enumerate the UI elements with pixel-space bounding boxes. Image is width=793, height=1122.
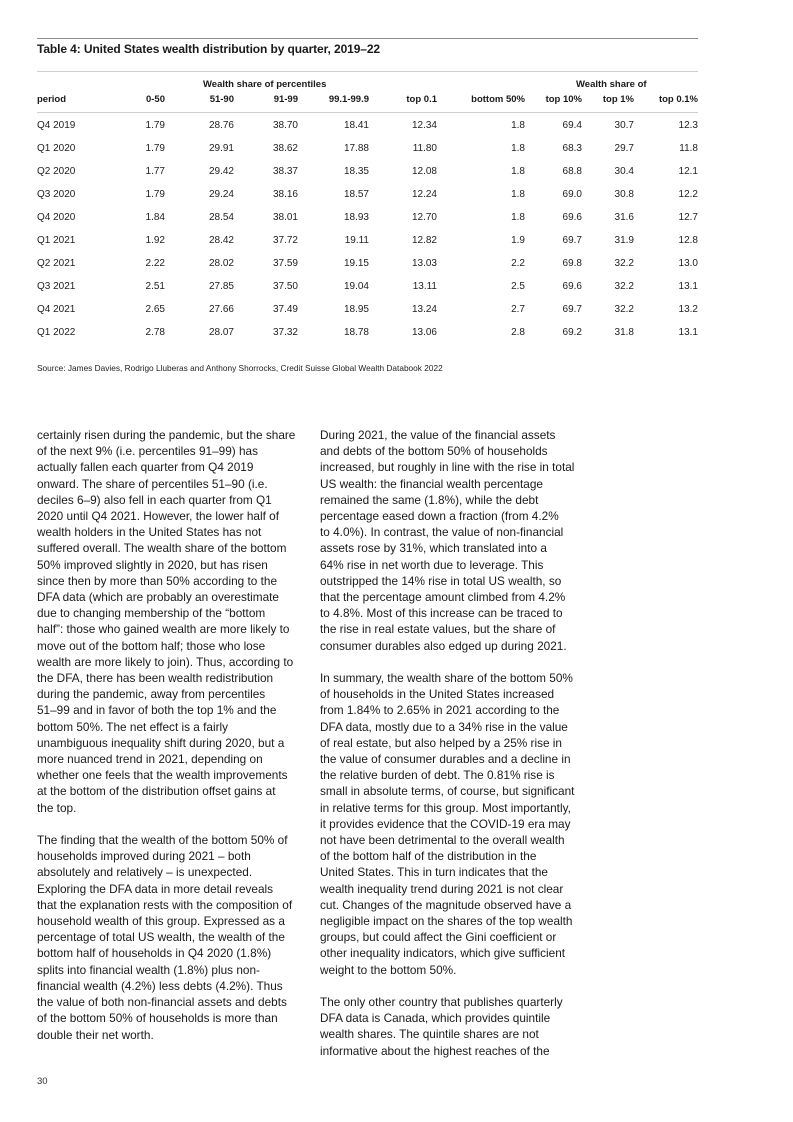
table-cell: 37.72 [272, 235, 298, 246]
text-line: percentage eased down a fraction (from 4.2% [320, 509, 559, 524]
paragraph [320, 427, 590, 654]
table-cell: 12.34 [411, 120, 437, 131]
table-cell: 69.6 [562, 281, 582, 292]
table-cell: 13.1 [678, 281, 698, 292]
table-title: Table 4: United States wealth distribution by quarter, 2019–22 [37, 42, 381, 56]
table-cell: 28.02 [208, 258, 234, 269]
group-header-percentiles: Wealth share of percentiles [203, 79, 327, 90]
table-cell: 28.42 [208, 235, 234, 246]
table-cell: 68.3 [562, 143, 582, 154]
column-header: 51-90 [209, 94, 234, 105]
table-cell: 18.41 [343, 120, 369, 131]
text-line: of the bottom 50% of households is more than [37, 1011, 278, 1026]
table-cell: 12.8 [678, 235, 698, 246]
table-cell: 13.0 [678, 258, 698, 269]
table-cell: 13.06 [411, 327, 437, 338]
text-line: DFA data, mostly due to a 34% rise in the value [320, 719, 568, 734]
text-line: due to changing membership of the “bottom [37, 606, 266, 621]
text-line: unambiguous inequality shift during 2020, but a [37, 735, 285, 750]
table-cell: 19.04 [343, 281, 369, 292]
text-line: during the pandemic, away from percentiles [37, 687, 266, 702]
text-line: 50% improved slightly in 2020, but has risen [37, 557, 268, 572]
table-cell: 2.51 [145, 281, 165, 292]
table-cell: 31.9 [614, 235, 634, 246]
text-line: splits into financial wealth (1.8%) plus non- [37, 962, 260, 977]
table-cell: 1.8 [511, 143, 525, 154]
column-header: top 0.1% [658, 94, 698, 105]
table-cell: 11.8 [679, 143, 698, 154]
table-cell: 18.78 [343, 327, 369, 338]
table-cell: 30.7 [614, 120, 634, 131]
table-cell: 13.24 [411, 304, 437, 315]
text-line: in relative terms for this group. Most importantly, [320, 800, 571, 815]
table-cell: 38.01 [272, 212, 298, 223]
row-period: Q4 2020 [37, 212, 76, 223]
text-line: wealth holders in the United States has not [37, 525, 262, 540]
table-cell: 69.2 [562, 327, 582, 338]
text-line: 51–99 and in favor of both the top 1% and the [37, 703, 277, 718]
table-cell: 1.79 [145, 120, 165, 131]
text-line: household wealth of this group. Expressed as a [37, 914, 285, 929]
row-period: Q2 2021 [37, 258, 76, 269]
table-source: Source: James Davies, Rodrigo Lluberas and Anthony Shorrocks, Credit Suisse Global Wealth Databook 2022 [37, 363, 443, 373]
text-line: During 2021, the value of the financial assets [320, 428, 556, 442]
table-cell: 1.92 [145, 235, 165, 246]
text-line: of real estate, but also helped by a 25% rise in [320, 735, 562, 750]
text-line: Exploring the DFA data in more detail reveals [37, 881, 274, 896]
paragraph [320, 994, 590, 1059]
table-cell: 13.03 [411, 258, 437, 269]
table-cell: 69.4 [562, 120, 582, 131]
column-header: top 10% [545, 94, 582, 105]
column-header: top 0.1 [406, 94, 437, 105]
text-line: The finding that the wealth of the bottom 50% of [37, 833, 288, 848]
table-cell: 37.59 [272, 258, 298, 269]
table-cell: 27.66 [208, 304, 234, 315]
text-line: informative about the highest reaches of the [320, 1043, 550, 1058]
text-line: move out of the bottom half; those who lose [37, 638, 266, 653]
table-cell: 18.93 [343, 212, 369, 223]
table-cell: 29.42 [208, 166, 234, 177]
table-cell: 12.24 [411, 189, 437, 200]
table-cell: 1.77 [145, 166, 165, 177]
table-cell: 38.16 [272, 189, 298, 200]
text-line: at the bottom of the distribution offset gains at [37, 784, 276, 799]
table-cell: 13.1 [678, 327, 698, 338]
paragraph [320, 670, 590, 978]
table-cell: 2.8 [511, 327, 525, 338]
text-line: bottom 50%. The net effect is a fairly [37, 719, 229, 734]
table-cell: 27.85 [208, 281, 234, 292]
text-line: bottom half of households in Q4 2020 (1.8%) [37, 946, 272, 961]
table-cell: 12.82 [411, 235, 437, 246]
column-header: 99.1-99.9 [328, 94, 369, 105]
text-line: onward. The share of percentiles 51–90 (i.e. [37, 476, 268, 491]
text-line: of the next 9% (i.e. percentiles 91–99) has [37, 444, 258, 459]
text-line: to 4.0%). In contrast, the value of non-financial [320, 525, 564, 540]
table-cell: 2.22 [145, 258, 165, 269]
table-cell: 38.70 [272, 120, 298, 131]
table-cell: 31.8 [614, 327, 634, 338]
table-cell: 32.2 [614, 304, 634, 315]
text-line: small in absolute terms, of course, but significant [320, 784, 575, 799]
row-period: Q1 2020 [37, 143, 76, 154]
table-cell: 13.2 [678, 304, 698, 315]
row-period: Q2 2020 [37, 166, 76, 177]
text-line: In summary, the wealth share of the bottom 50% [320, 671, 573, 686]
table-cell: 19.15 [343, 258, 369, 269]
page-number: 30 [37, 1076, 48, 1087]
text-line: US wealth: the financial wealth percentage [320, 476, 543, 491]
table-cell: 12.08 [411, 166, 437, 177]
text-line: weight to the bottom 50%. [320, 962, 457, 977]
table-cell: 29.91 [208, 143, 234, 154]
right-text-column [320, 427, 590, 1075]
text-line: actually fallen each quarter from Q4 2019 [37, 460, 254, 475]
text-line: remained the same (1.8%), while the debt [320, 492, 539, 507]
text-line: absolutely and relatively – is unexpected. [37, 865, 253, 880]
table-cell: 1.84 [145, 212, 165, 223]
table-cell: 69.7 [562, 235, 582, 246]
table-cell: 13.11 [412, 281, 437, 292]
table-cell: 38.37 [272, 166, 298, 177]
column-header: period [37, 94, 67, 105]
column-header: top 1% [602, 94, 634, 105]
text-line: from 1.84% to 2.65% in 2021 according to the [320, 703, 560, 718]
table-cell: 69.6 [562, 212, 582, 223]
table-cell: 1.8 [511, 189, 525, 200]
table-cell: 1.9 [511, 235, 525, 246]
text-line: that the explanation rests with the composition of [37, 897, 293, 912]
text-line: the top. [37, 800, 77, 815]
row-period: Q4 2019 [37, 120, 76, 131]
text-line: the value of both non-financial assets and debts [37, 995, 287, 1010]
table-cell: 1.8 [511, 166, 525, 177]
paragraph [37, 832, 309, 1043]
text-line: to 4.8%. Most of this increase can be traced to [320, 606, 563, 621]
text-line: it provides evidence that the COVID-19 era may [320, 816, 571, 831]
text-line: United States. This in turn indicates that the [320, 865, 548, 880]
table-cell: 12.7 [678, 212, 698, 223]
table-cell: 30.4 [614, 166, 634, 177]
text-line: negligible impact on the shares of the top wealth [320, 914, 573, 929]
table-cell: 12.3 [678, 120, 698, 131]
text-line: deciles 6–9) also fell in each quarter from Q1 [37, 492, 272, 507]
table-cell: 2.5 [511, 281, 525, 292]
text-line: 64% rise in net worth due to leverage. This [320, 557, 544, 572]
table-cell: 37.50 [272, 281, 298, 292]
table-cell: 12.70 [411, 212, 437, 223]
table-cell: 29.7 [614, 143, 634, 154]
text-line: percentage of total US wealth, the wealth of the [37, 930, 285, 945]
row-period: Q1 2022 [37, 327, 76, 338]
table-cell: 11.80 [412, 143, 437, 154]
row-period: Q3 2021 [37, 281, 76, 292]
text-line: wealth inequality trend during 2021 is not clear [320, 881, 564, 896]
table-cell: 2.78 [145, 327, 165, 338]
table-cell: 69.8 [562, 258, 582, 269]
table-cell: 37.32 [272, 327, 298, 338]
text-line: and debts of the bottom 50% of households [320, 444, 548, 459]
text-line: cut. Changes of the magnitude observed have a [320, 897, 572, 912]
table-cell: 17.88 [343, 143, 369, 154]
table-cell: 28.76 [208, 120, 234, 131]
text-line: more nuanced trend in 2021, depending on [37, 752, 263, 767]
table-cell: 1.8 [511, 212, 525, 223]
table-cell: 18.95 [343, 304, 369, 315]
text-line: the relative burden of debt. The 0.81% rise is [320, 768, 555, 783]
text-line: the rise in real estate values, but the share of [320, 622, 556, 637]
table-cell: 69.0 [562, 189, 582, 200]
paragraph [37, 427, 309, 816]
text-line: 2020 until Q4 2021. However, the lower half of [37, 509, 279, 524]
text-line: DFA data (which are probably an overestimate [37, 590, 279, 605]
text-line: wealth are more likely to join). Thus, according to [37, 654, 294, 669]
column-header: bottom 50% [471, 94, 525, 105]
table-cell: 28.07 [208, 327, 234, 338]
table-cell: 69.7 [562, 304, 582, 315]
text-line: assets rose by 31%, which translated into a [320, 541, 547, 556]
table-cell: 30.8 [614, 189, 634, 200]
text-line: that the percentage amount climbed from 4.2% [320, 590, 566, 605]
text-line: increased, but roughly in line with the rise in total [320, 460, 575, 475]
row-period: Q1 2021 [37, 235, 76, 246]
row-period: Q4 2021 [37, 304, 76, 315]
column-header: 91-99 [273, 94, 298, 105]
column-header: 0-50 [145, 94, 165, 105]
table-cell: 2.7 [511, 304, 525, 315]
text-line: The only other country that publishes quarterly [320, 995, 563, 1010]
header-rule [37, 71, 698, 72]
text-line: financial wealth (4.2%) less debts (4.2%). Thus [37, 978, 283, 993]
table-cell: 18.57 [343, 189, 369, 200]
table-cell: 28.54 [208, 212, 234, 223]
table-cell: 12.2 [678, 189, 698, 200]
text-line: double their net worth. [37, 1027, 154, 1042]
text-line: other inequality indicators, which give sufficient [320, 946, 566, 961]
table-cell: 29.24 [208, 189, 234, 200]
table-cell: 12.1 [678, 166, 698, 177]
table-cell: 18.35 [343, 166, 369, 177]
text-line: the value of consumer durables and a decline in [320, 752, 571, 767]
text-line: the DFA, there has been wealth redistribution [37, 671, 274, 686]
text-line: households improved during 2021 – both [37, 849, 251, 864]
table-cell: 2.65 [145, 304, 165, 315]
text-line: not have been detrimental to the overall wealth [320, 833, 565, 848]
table-cell: 1.79 [145, 143, 165, 154]
text-line: of households in the United States increased [320, 687, 555, 702]
group-header-wealth-share: Wealth share of [576, 79, 647, 90]
text-line: since then by more than 50% according to the [37, 573, 278, 588]
table-cell: 68.8 [562, 166, 582, 177]
top-rule [37, 38, 698, 39]
table-cell: 19.11 [344, 235, 369, 246]
table-cell: 31.6 [614, 212, 634, 223]
text-line: wealth shares. The quintile shares are not [320, 1027, 539, 1042]
table-cell: 32.2 [614, 258, 634, 269]
table-cell: 2.2 [511, 258, 525, 269]
text-line: consumer durables also edged up during 2021. [320, 638, 567, 653]
text-line: groups, but could affect the Gini coefficient or [320, 930, 557, 945]
text-line: half”: those who gained wealth are more likely to [37, 622, 290, 637]
text-line: suffered overall. The wealth share of the bottom [37, 541, 287, 556]
text-line: of the bottom half of the distribution in the [320, 849, 537, 864]
text-line: outstripped the 14% rise in total US wealth, so [320, 573, 562, 588]
text-line: DFA data is Canada, which provides quintile [320, 1011, 551, 1026]
subheader-rule [37, 112, 698, 113]
table-cell: 1.8 [511, 120, 525, 131]
left-text-column [37, 427, 309, 1059]
text-line: certainly risen during the pandemic, but the share [37, 428, 296, 442]
table-cell: 1.79 [145, 189, 165, 200]
table-cell: 38.62 [272, 143, 298, 154]
table-cell: 32.2 [614, 281, 634, 292]
row-period: Q3 2020 [37, 189, 76, 200]
text-line: whether one feels that the wealth improvements [37, 768, 288, 783]
table-cell: 37.49 [272, 304, 298, 315]
